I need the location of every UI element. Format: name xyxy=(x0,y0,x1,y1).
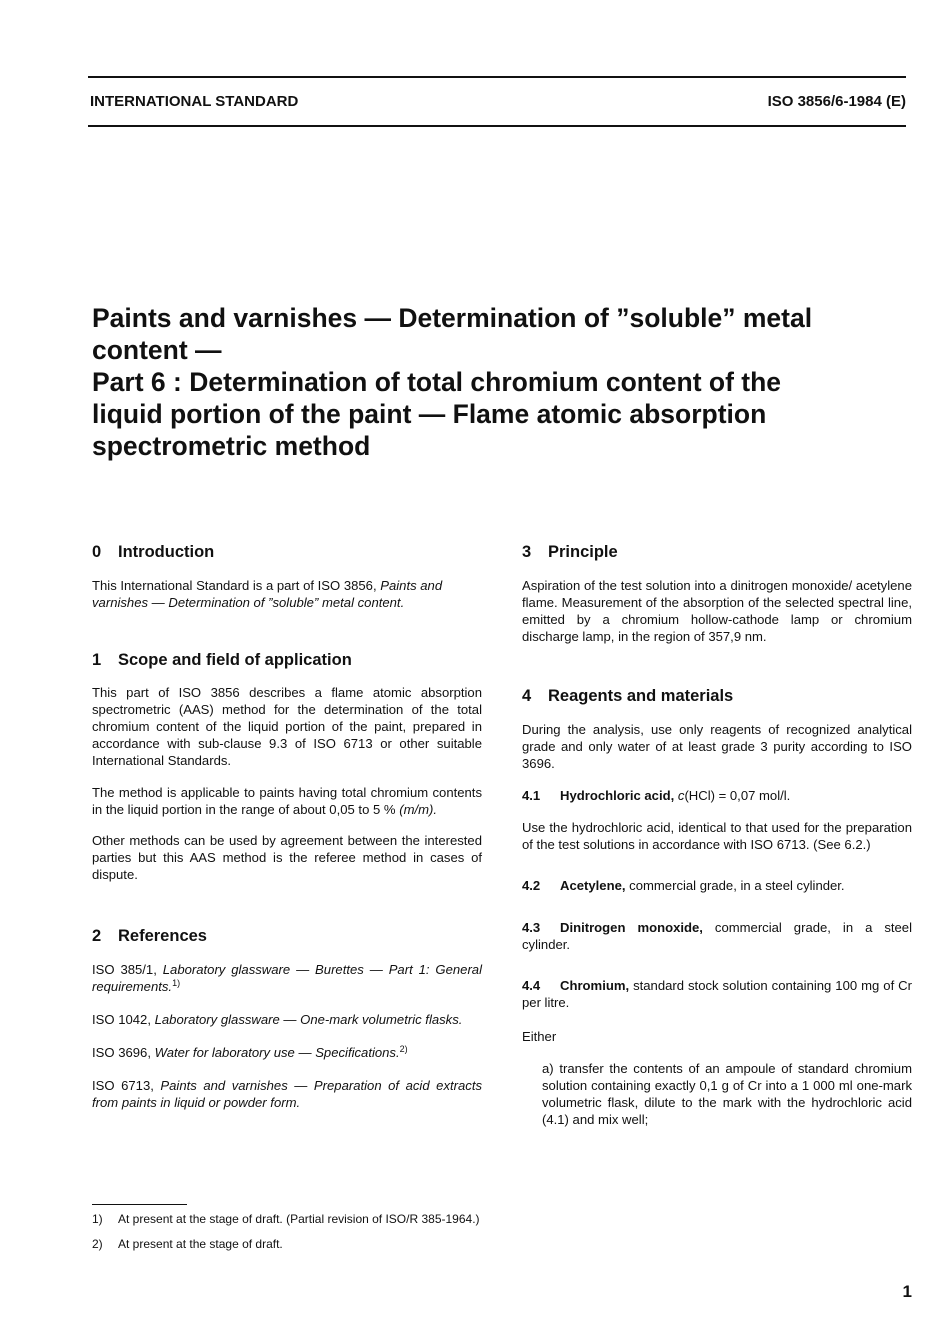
section-title: Introduction xyxy=(118,543,215,561)
subclause-4-1 xyxy=(522,787,912,804)
text-run: (HCl) = 0,07 mol/l. xyxy=(684,788,791,803)
reference-title: Laboratory glassware — One-mark volumetric flasks. xyxy=(154,1012,463,1027)
principle-text: Aspiration of the test solution into a dinitrogen monoxide/ acetylene flame. Measurement of the absorption of the selected spectral line, emitted by a chromium hollow-cathode lamp or chromium discharge lamp, in the region of 357,9 nm. xyxy=(522,578,912,644)
either-text: Either xyxy=(522,1029,557,1044)
section-number: 3 xyxy=(522,543,532,561)
section-heading xyxy=(522,686,912,706)
reference-code: ISO 1042, xyxy=(92,1012,155,1027)
footnote-text: At present at the stage of draft. xyxy=(118,1237,283,1251)
section-number: 1 xyxy=(92,651,102,669)
subclause-text: Use the hydrochloric acid, identical to that used for the preparation of the test solutions in accordance with ISO 6713. (See 6.2.) xyxy=(522,820,912,852)
subclause-number: 4.3 xyxy=(522,920,541,935)
reference-title: Water for laboratory use — Specifications. xyxy=(154,1045,400,1060)
section-heading xyxy=(522,542,912,562)
right-column xyxy=(522,542,912,1128)
footnote-mark: 1) xyxy=(172,978,181,988)
section-number: 0 xyxy=(92,543,102,561)
section-title: Principle xyxy=(548,543,618,561)
subclause-label: Acetylene, xyxy=(560,878,626,893)
section-principle xyxy=(522,542,912,645)
text-run: commercial grade, in a steel cylinder. xyxy=(522,920,912,952)
italic-run: (m/m). xyxy=(399,802,438,817)
footnote-text: At present at the stage of draft. (Partial revision of ISO/R 385-1964.) xyxy=(118,1212,480,1226)
footnote-mark: 2) xyxy=(399,1044,408,1054)
footnote-divider xyxy=(92,1204,187,1205)
title-line: Part 6 : Determination of total chromium content of the xyxy=(92,367,782,397)
reference-code: ISO 3696, xyxy=(92,1045,155,1060)
text-run: The method is applicable to paints having total chromium contents in the liquid portion in the range of about 0,05 to 5 % xyxy=(92,785,482,817)
reference-code: ISO 385/1, xyxy=(92,962,163,977)
text-run: This International Standard is a part of ISO 3856, xyxy=(92,578,381,593)
italic-run: c xyxy=(677,788,685,803)
footnote-number: 2) xyxy=(92,1237,103,1251)
header-rule-bottom xyxy=(88,125,906,127)
header-rule-top xyxy=(88,76,906,78)
reference-item xyxy=(92,1044,482,1061)
subclause-label: Chromium, xyxy=(560,978,630,993)
italic-run: Paints and varnishes — Determination of ”soluble” metal content. xyxy=(92,578,443,610)
standard-number: ISO 3856/6-1984 (E) xyxy=(767,93,906,110)
reference-code: ISO 6713, xyxy=(92,1078,161,1093)
introduction-text xyxy=(92,577,482,611)
section-scope xyxy=(92,650,482,883)
subclause-number: 4.2 xyxy=(522,878,541,893)
section-heading xyxy=(92,650,482,670)
scope-paragraph xyxy=(92,784,482,818)
footnote xyxy=(92,1212,480,1226)
footnote xyxy=(92,1237,283,1251)
reference-item xyxy=(92,1011,482,1028)
section-references xyxy=(92,926,482,1111)
title-line: spectrometric method xyxy=(92,431,371,461)
section-title: References xyxy=(118,927,207,945)
list-item-a: a) transfer the contents of an ampoule of standard chromium solution containing exactly 0,1 g of Cr into a 1 000 ml one-mark volumetric flask, dilute to the mark with the hydrochloric acid (4.1) and mix well; xyxy=(542,1061,912,1127)
section-title: Scope and field of application xyxy=(118,651,352,669)
subclause-4-3 xyxy=(522,919,912,953)
section-number: 2 xyxy=(92,927,102,945)
title-line: content — xyxy=(92,335,222,365)
document-type: INTERNATIONAL STANDARD xyxy=(90,93,299,110)
text-run: commercial grade, in a steel cylinder. xyxy=(625,878,845,893)
subclause-number: 4.4 xyxy=(522,978,541,993)
reference-title: Paints and varnishes — Preparation of acid extracts from paints in liquid or powder form. xyxy=(92,1078,482,1110)
reference-item xyxy=(92,961,482,995)
title-line: Paints and varnishes — Determination of ”soluble” metal xyxy=(92,303,813,333)
subclause-label: Dinitrogen monoxide, xyxy=(560,920,703,935)
scope-paragraph: This part of ISO 3856 describes a flame atomic absorption spectrometric (AAS) method for the determination of the total chromium content of the liquid portion of the paint, prepared in accordance with sub-clause 9.3 of ISO 6713 or other suitable International Standards. xyxy=(92,685,482,768)
subclause-number: 4.1 xyxy=(522,788,541,803)
reference-title: Laboratory glassware — Burettes — Part 1: General requirements. xyxy=(92,962,482,994)
section-heading xyxy=(92,542,482,562)
section-title: Reagents and materials xyxy=(548,687,734,705)
section-number: 4 xyxy=(522,687,532,705)
section-introduction xyxy=(92,542,482,611)
title-line: liquid portion of the paint — Flame atomic absorption xyxy=(92,399,767,429)
section-reagents xyxy=(522,686,912,1128)
reference-item xyxy=(92,1077,482,1111)
subclause-4-4 xyxy=(522,977,912,1011)
footnote-number: 1) xyxy=(92,1212,103,1226)
page-number: 1 xyxy=(902,1282,912,1301)
subclause-4-2 xyxy=(522,877,912,894)
reagents-intro: During the analysis, use only reagents of recognized analytical grade and only water of at least grade 3 purity according to ISO 3696. xyxy=(522,722,912,771)
subclause-label: Hydrochloric acid, xyxy=(560,788,678,803)
section-heading xyxy=(92,926,482,946)
scope-paragraph: Other methods can be used by agreement between the interested parties but this AAS method is the referee method in cases of dispute. xyxy=(92,833,482,882)
left-column xyxy=(92,542,482,1111)
document-title xyxy=(92,302,922,462)
text-run: standard stock solution containing 100 mg of Cr per litre. xyxy=(522,978,912,1010)
